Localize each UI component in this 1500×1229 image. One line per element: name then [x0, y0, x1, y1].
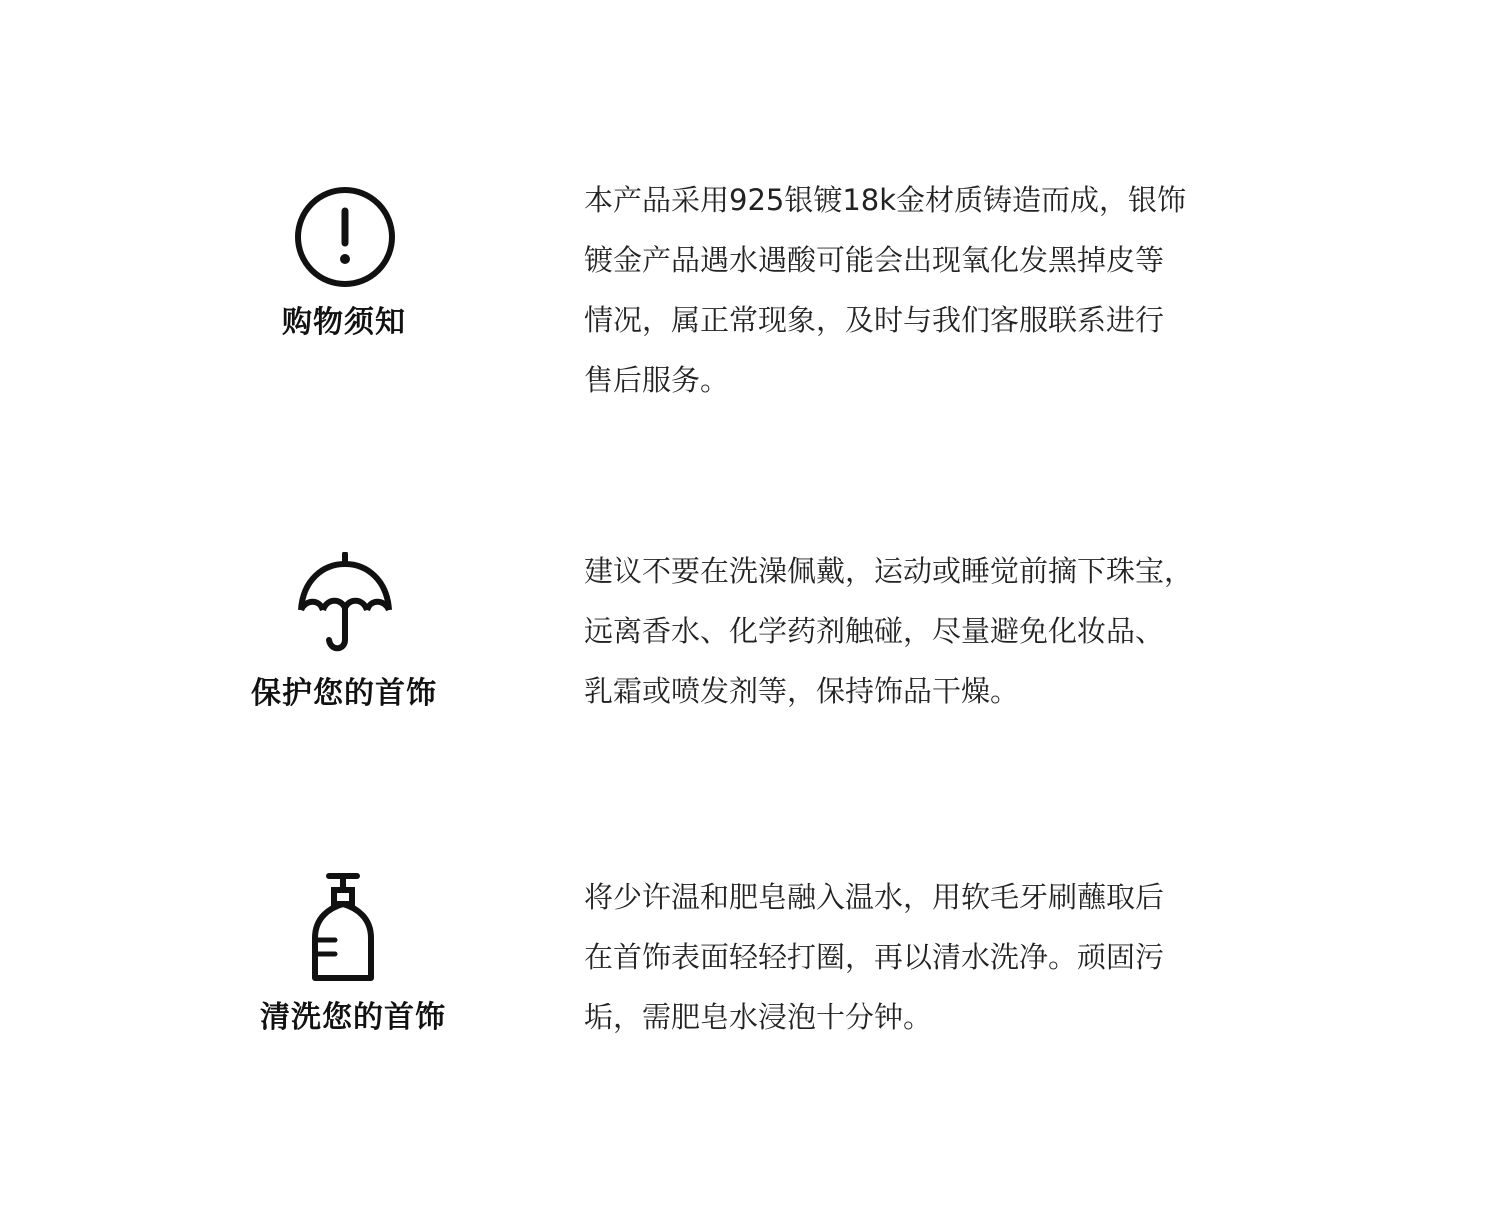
exclamation-circle-icon	[220, 185, 470, 289]
body-line: 镀金产品遇水遇酸可能会出现氧化发黑掉皮等	[584, 243, 1165, 277]
section-caption: 保护您的首饰	[251, 676, 437, 711]
body-line: 在首饰表面轻轻打圈，再以清水洗净。顽固污	[584, 940, 1165, 974]
umbrella-icon	[220, 552, 470, 656]
body-line: 本产品采用925银镀18k金材质铸造而成，银饰	[584, 183, 1187, 217]
section-caption: 清洗您的首饰	[260, 1000, 446, 1035]
body-line: 远离香水、化学药剂触碰，尽量避免化妆品、	[584, 614, 1165, 648]
body-line: 将少许温和肥皂融入温水，用软毛牙刷蘸取后	[584, 880, 1165, 914]
clean-jewelry-heading	[220, 872, 470, 1038]
body-line: 情况，属正常现象，及时与我们客服联系进行	[584, 303, 1165, 337]
section-body	[584, 541, 1244, 721]
body-line: 垢，需肥皂水浸泡十分钟。	[584, 1000, 933, 1034]
section-caption: 购物须知	[282, 305, 406, 340]
shopping-notice-heading	[220, 185, 470, 343]
section-body	[584, 170, 1244, 410]
body-line: 乳霜或喷发剂等，保持饰品干燥。	[584, 674, 1020, 708]
body-line: 售后服务。	[584, 363, 730, 397]
section-body	[584, 867, 1244, 1047]
protect-jewelry-heading	[220, 552, 470, 714]
body-line: 建议不要在洗澡佩戴，运动或睡觉前摘下珠宝，	[584, 554, 1194, 588]
soap-bottle-icon	[228, 872, 470, 984]
